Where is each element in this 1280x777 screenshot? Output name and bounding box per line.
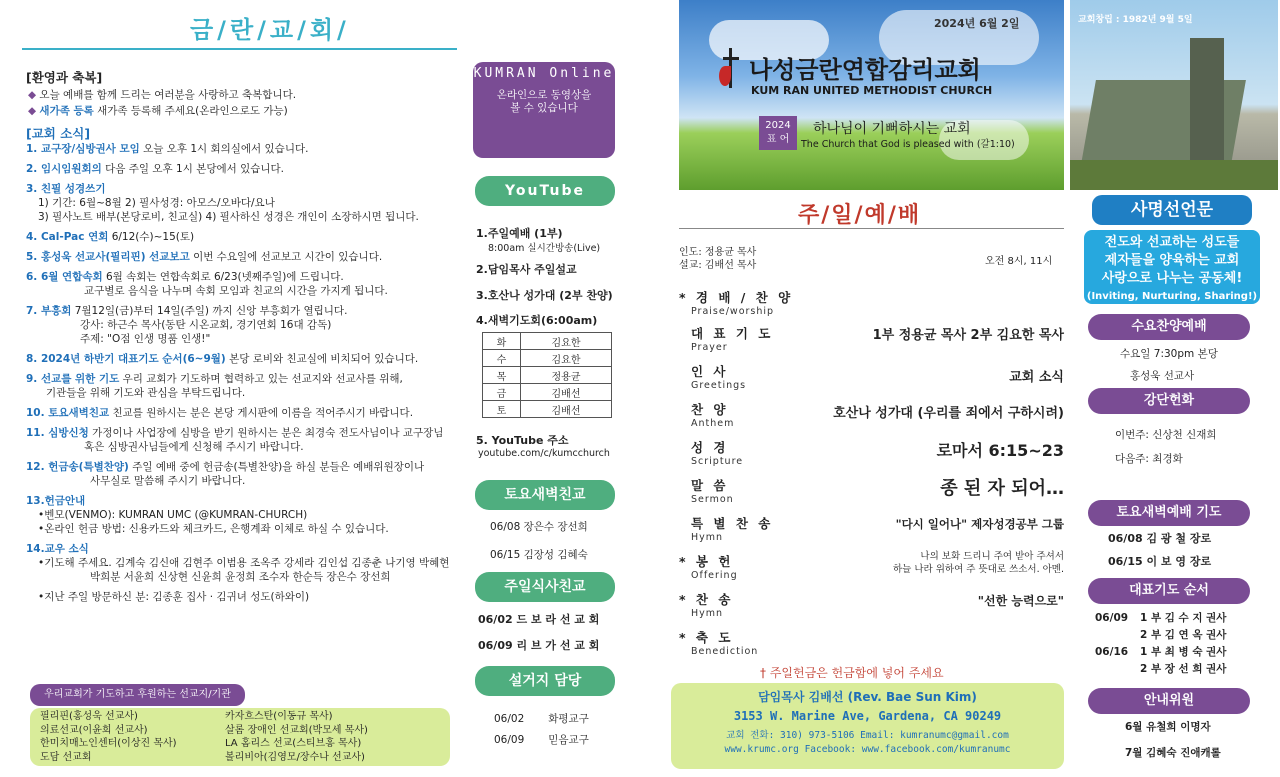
news-item: 2. 임시임원회의 다음 주일 오후 1시 본당에서 있습니다. (26, 163, 285, 175)
news-list (26, 142, 456, 604)
service-leaders: 인도: 정용균 목사 설교: 김배선 목사 (679, 247, 757, 271)
service-time: 오전 8시, 11시 (985, 256, 1053, 267)
news-item: 1) 기간: 6월~8월 2) 필사성경: 아모스/오바다/요나 (38, 197, 275, 209)
news-item: 10. 토요새벽친교 친교를 원하시는 분은 본당 게시판에 이름을 적어주시기 바랍니다. (26, 407, 414, 419)
order-item: 특 별 찬 송 Hymn (691, 516, 774, 543)
divider (679, 228, 1064, 229)
table-row: 화 김요한 (483, 333, 612, 350)
news-item: 14.교우 소식 (26, 543, 89, 555)
motto-badge: 2024 표 어 (759, 116, 797, 150)
sunday-meal-list: 06/02 드 보 라 선 교 회 06/09 리 브 가 선 교 회 (478, 613, 600, 652)
news-heading: [교회 소식] (26, 126, 91, 141)
church-name-en: KUM RAN UNITED METHODIST CHURCH (751, 84, 993, 97)
wednesday-worship-label: 수요찬양예배 (1088, 314, 1250, 340)
worship-title: 주/일/예/배 (798, 203, 922, 228)
news-item: •기도해 주세요. 김계숙 김신애 김현주 이범용 조옥주 강세라 김인섭 김종춘 나기영 박혜현 (38, 557, 450, 569)
news-item: •벤모(VENMO): KUMRAN UMC (@KUMRAN-CHURCH) (38, 509, 308, 521)
motto-kr: 하나님이 기뻐하시는 교회 (813, 121, 971, 137)
order-item: 말 씀 Sermon (691, 478, 734, 505)
offering-hymn: 나의 보화 드리니 주여 받아 주셔서 하늘 나라 위하여 주 뜻대로 쓰소서. 아멘. (893, 551, 1064, 575)
sunday-meal-label: 주일식사친교 (475, 572, 615, 602)
order-item: 성 경 Scripture (691, 440, 744, 467)
altar-flower-list: 이번주: 신상천 신재희 다음주: 최경화 (1115, 429, 1217, 465)
table-row: 금 김배선 (483, 384, 612, 401)
pastor-name: 담임목사 김배선 (Rev. Bae Sun Kim) (758, 690, 977, 704)
news-item: 강사: 하근수 목사(동탄 시온교회, 경기연회 16대 감독) (80, 319, 332, 331)
news-item: 12. 헌금송(특별찬양) 주일 예배 중에 헌금송(특별찬양)을 하실 분들은 예배위원장이나 (26, 461, 425, 473)
missions-right: 카자흐스탄(이동규 목사) 살롬 장애인 선교회(박모세 목사) LA 홈리스 선교(스티브홍 목사) 볼리비아(김영모/장수나 선교사) (225, 711, 368, 763)
online-text: 온라인으로 동영상을 볼 수 있습니다 (496, 89, 592, 114)
youtube-address-label: 5. YouTube 주소 (476, 434, 569, 447)
news-item: 8. 2024년 하반기 대표기도 순서(6~9월) 본당 로비와 친교실에 비치되어 있습니다. (26, 353, 419, 365)
news-item: 3) 필사노트 배부(본당로비, 친교실) 4) 필사하신 성경은 개인이 소장하시면 됩니다. (38, 211, 419, 223)
representative-prayer-list (1095, 610, 1226, 678)
news-item: 11. 심방신청 가정이나 사업장에 심방을 받기 원하시는 분은 최경숙 전도사님이나 교구장님 (26, 427, 444, 439)
welcome-line-2: ◆ 새가족 등록 새가족 등록해 주세요(온라인으로도 가능) (28, 105, 288, 117)
saturday-dawn-list: 06/08 김 광 철 장로 06/15 이 보 영 장로 (1108, 532, 1212, 568)
missions-heading: 우리교회가 기도하고 후원하는 선교지/기관 (30, 684, 245, 706)
news-item: 사무실로 말씀해 주시기 바랍니다. (90, 475, 246, 487)
wednesday-time: 수요일 7:30pm 본당 (1120, 348, 1218, 360)
church-web[interactable]: www.krumc.org Facebook: www.facebook.com/kumranumc (724, 744, 1011, 755)
mission-statement: 전도와 선교하는 성도들 제자들을 양육하는 교회 사랑으로 나누는 공동체! (Inviting, Nurturing, Sharing!) (1084, 230, 1260, 304)
news-item: •지난 주일 방문하신 분: 김종훈 집사 · 김귀녀 성도(하와이) (38, 591, 310, 603)
list-item: 06/16 1 부 최 병 숙 권사 (1095, 646, 1227, 658)
news-item: 박희분 서윤희 신상현 신윤희 윤정희 조수자 한순득 장은수 장선희 (90, 571, 391, 583)
list-item: 2 부 김 연 옥 권사 (1140, 629, 1227, 641)
table-row: 토 김배선 (483, 401, 612, 418)
news-item: 교구별로 음식을 나누며 속회 모임과 친교의 시간을 가지게 됩니다. (84, 285, 388, 297)
news-item: 기관들을 위해 기도와 관심을 부탁드립니다. (46, 387, 246, 399)
cross-flame-logo-icon (723, 48, 739, 88)
list-item: 2 부 장 선 희 권사 (1140, 663, 1227, 675)
order-item: * 경 배 / 찬 양 Praise/worship (679, 290, 794, 317)
news-item: 주제: "O점 인생 명품 인생!" (80, 333, 211, 345)
contact-box (671, 683, 1064, 769)
order-item: * 찬 송 Hymn (679, 592, 734, 619)
online-title: KUMRAN Online (473, 66, 615, 81)
order-item: 대 표 기 도 Prayer (691, 326, 774, 353)
usher-list: 6월 유철희 이명자 7월 김혜숙 진애캐롤 (1125, 721, 1221, 759)
table-row: 목 정용균 (483, 367, 612, 384)
mission-title: 사명선언문 (1092, 195, 1252, 225)
dishwashing-list (494, 712, 589, 747)
welcome-heading: [환영과 축복] (26, 70, 103, 85)
saturday-fellowship-label: 토요새벽친교 (475, 480, 615, 510)
bulletin-date: 2024년 6월 2일 (934, 17, 1020, 30)
church-phone-email: 교회 전화: 310) 973-5106 Email: kumranumc@gmail.com (726, 730, 1009, 741)
church-address: 3153 W. Marine Ave, Gardena, CA 90249 (733, 709, 1002, 723)
news-item: 9. 선교를 위한 기도 우리 교회가 기도하며 협력하고 있는 선교지와 선교사를 위해, (26, 373, 403, 385)
youtube-button[interactable]: YouTube (475, 176, 615, 206)
welcome-line-1: ◆ 오늘 예배를 함께 드리는 여러분을 사랑하고 축복합니다. (28, 89, 297, 101)
founded-date: 교회창립 : 1982년 9월 5일 (1078, 15, 1193, 25)
news-item: 3. 친필 성경쓰기 (26, 183, 106, 195)
motto-en: The Church that God is pleased with (갈1:10) (801, 139, 1015, 150)
list-item: 06/09 믿음교구 (494, 734, 589, 746)
youtube-list: 1.주일예배 (1부) 8:00am 실시간방송(Live) 2.담임목사 주일설교 3.호산나 성가대 (2부 찬양) 4.새벽기도회(6:00am) (476, 227, 613, 327)
news-item: 4. Cal-Pac 연회 6/12(수)~15(토) (26, 231, 195, 243)
header-banner (679, 0, 1064, 190)
diamond-icon: ◆ (28, 105, 37, 117)
list-item: 06/09 1 부 김 수 지 권사 (1095, 612, 1227, 624)
news-item: 13.헌금안내 (26, 495, 86, 507)
news-item: 6. 6월 연합속회 6월 속회는 연합속회로 6/23(넷째주일)에 드립니다. (26, 271, 344, 283)
divider (22, 48, 457, 50)
order-item: 인 사 Greetings (691, 364, 747, 391)
order-item: * 봉 헌 Offering (679, 554, 738, 581)
order-item: * 축 도 Benediction (679, 630, 759, 657)
order-item: 찬 양 Anthem (691, 402, 735, 429)
wednesday-leader: 홍성욱 선교사 (1130, 370, 1195, 382)
dishwashing-label: 설거지 담당 (475, 666, 615, 696)
news-item: 7. 부흥회 7월12일(금)부터 14일(주일) 까지 신앙 부흥회가 열립니다. (26, 305, 348, 317)
news-item: 1. 교구장/심방권사 모임 오늘 오후 1시 회의실에서 있습니다. (26, 143, 309, 155)
missions-left: 필리핀(홍성욱 선교사) 의료선교(이윤희 선교사) 한미치매노인센터(이상진 목사) 도담 선교회 (40, 711, 177, 763)
usher-label: 안내위원 (1088, 688, 1250, 714)
list-item: 06/02 화평교구 (494, 713, 589, 725)
table-row: 수 김요한 (483, 350, 612, 367)
online-box (473, 62, 615, 158)
dawn-prayer-table (482, 332, 612, 418)
church-photo (1070, 0, 1278, 190)
church-name-kr: 나성금란연합감리교회 (749, 56, 981, 84)
news-item: 5. 홍성욱 선교사(필리핀) 선교보고 이번 수요일에 선교보고 시간이 있습니다. (26, 251, 383, 263)
news-item: •온라인 헌금 방법: 신용카드와 체크카드, 은행계좌 이체로 하실 수 있습니다. (38, 523, 389, 535)
news-item: 혹은 심방권사님들에게 신청해 주시기 바랍니다. (84, 441, 304, 453)
saturday-dawn-label: 토요새벽예배 기도 (1088, 500, 1250, 526)
diamond-icon: ◆ (28, 89, 37, 101)
missions-box (30, 708, 450, 766)
representative-prayer-label: 대표기도 순서 (1088, 578, 1250, 604)
offering-note: † 주일헌금은 헌금함에 넣어 주세요 (760, 666, 944, 680)
saturday-fellowship-list: 06/08 장은수 장선희 06/15 김장성 김혜숙 (490, 521, 588, 561)
altar-flower-label: 강단헌화 (1088, 388, 1250, 414)
page-title: 금/란/교/회/ (190, 16, 350, 44)
youtube-address-link[interactable]: youtube.com/c/kumcchurch (478, 448, 610, 459)
